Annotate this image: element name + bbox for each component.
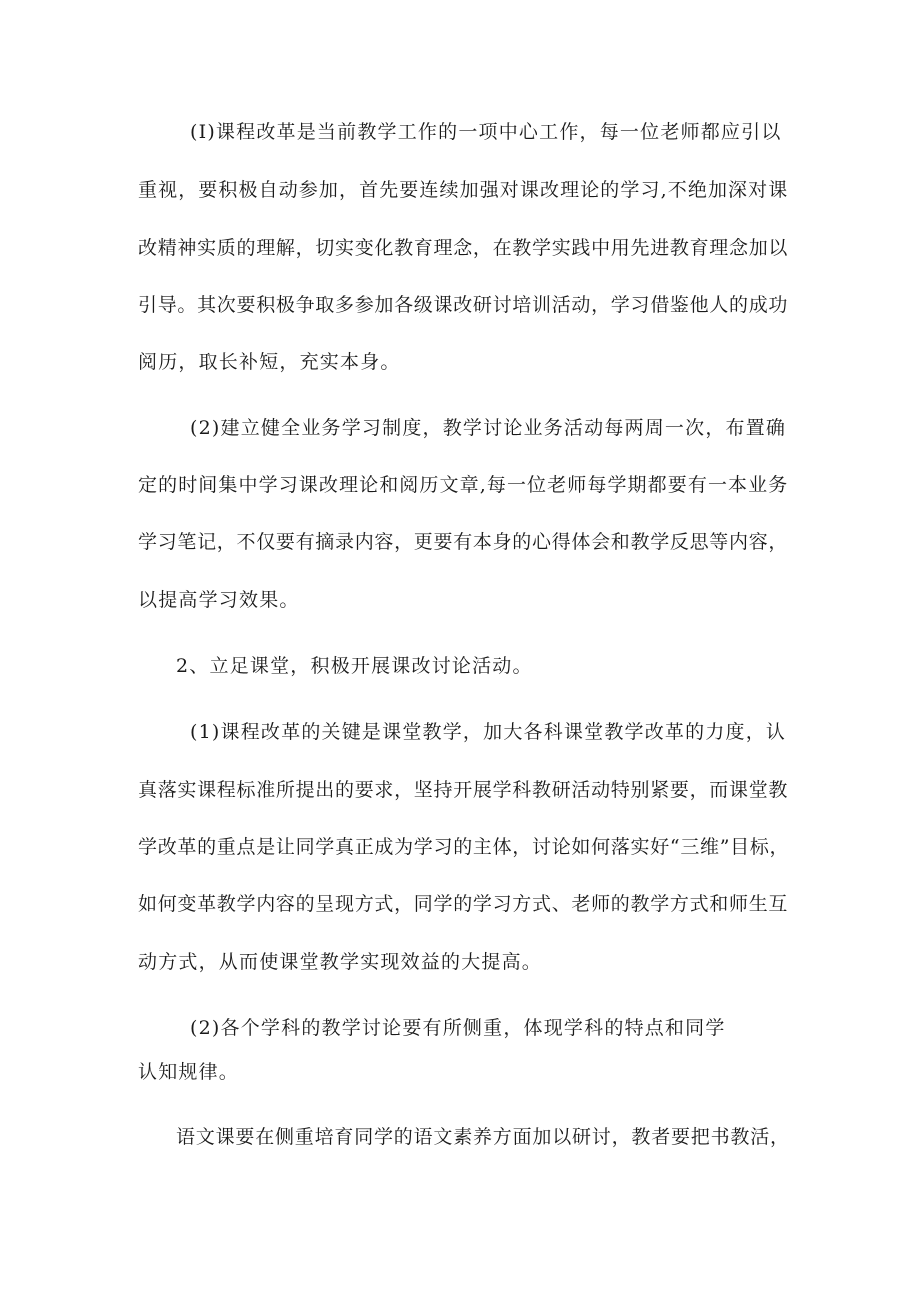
paragraph-3-line-1: (1)课程改革的关键是课堂教学，加大各科课堂教学改革的力度，认 xyxy=(190,721,787,743)
paragraph-3-line-3: 学改革的重点是让同学真正成为学习的主体，讨论如何落实好“三维”目标， xyxy=(138,836,790,858)
paragraph-1-line-5: 阅历，取长补短，充实本身。 xyxy=(138,351,401,373)
paragraph-3-line-2: 真落实课程标准所提出的要求，坚持开展学科教研活动特别紧要，而课堂教 xyxy=(138,779,789,801)
paragraph-2-line-4: 以提高学习效果。 xyxy=(138,589,300,611)
paragraph-2-line-2: 定的时间集中学习课改理论和阅历文章,每一位老师每学期都要有一本业务 xyxy=(138,474,789,496)
section-heading-2: 2、立足课堂，积极开展课改讨论活动。 xyxy=(176,655,533,677)
paragraph-3-line-5: 动方式，从而使课堂教学实现效益的大提高。 xyxy=(138,951,543,973)
paragraph-1-line-2: 重视，要积极自动参加，首先要连续加强对课改理论的学习,不绝加深对课 xyxy=(138,179,789,201)
paragraph-2-line-1: (2)建立健全业务学习制度，教学讨论业务活动每两周一次，布置确 xyxy=(190,417,787,439)
paragraph-2-line-3: 学习笔记，不仅要有摘录内容，更要有本身的心得体会和教学反思等内容， xyxy=(138,531,789,553)
paragraph-3-line-4: 如何变革教学内容的呈现方式，同学的学习方式、老师的教学方式和师生互 xyxy=(138,893,789,915)
paragraph-4-line-2: 认知规律。 xyxy=(138,1061,240,1083)
paragraph-5-line-1: 语文课要在侧重培育同学的语文素养方面加以研讨，教者要把书教活， xyxy=(176,1126,790,1148)
paragraph-1-line-1: (I)课程改革是当前教学工作的一项中心工作，每一位老师都应引以 xyxy=(190,121,782,143)
paragraph-4-line-1: (2)各个学科的教学讨论要有所侧重，体现学科的特点和同学 xyxy=(190,1017,726,1039)
paragraph-1-line-3: 改精神实质的理解，切实变化教育理念，在教学实践中用先进教育理念加以 xyxy=(138,237,789,259)
paragraph-1-line-4: 引导。其次要积极争取多参加各级课改研讨培训活动，学习借鉴他人的成功 xyxy=(138,294,789,316)
